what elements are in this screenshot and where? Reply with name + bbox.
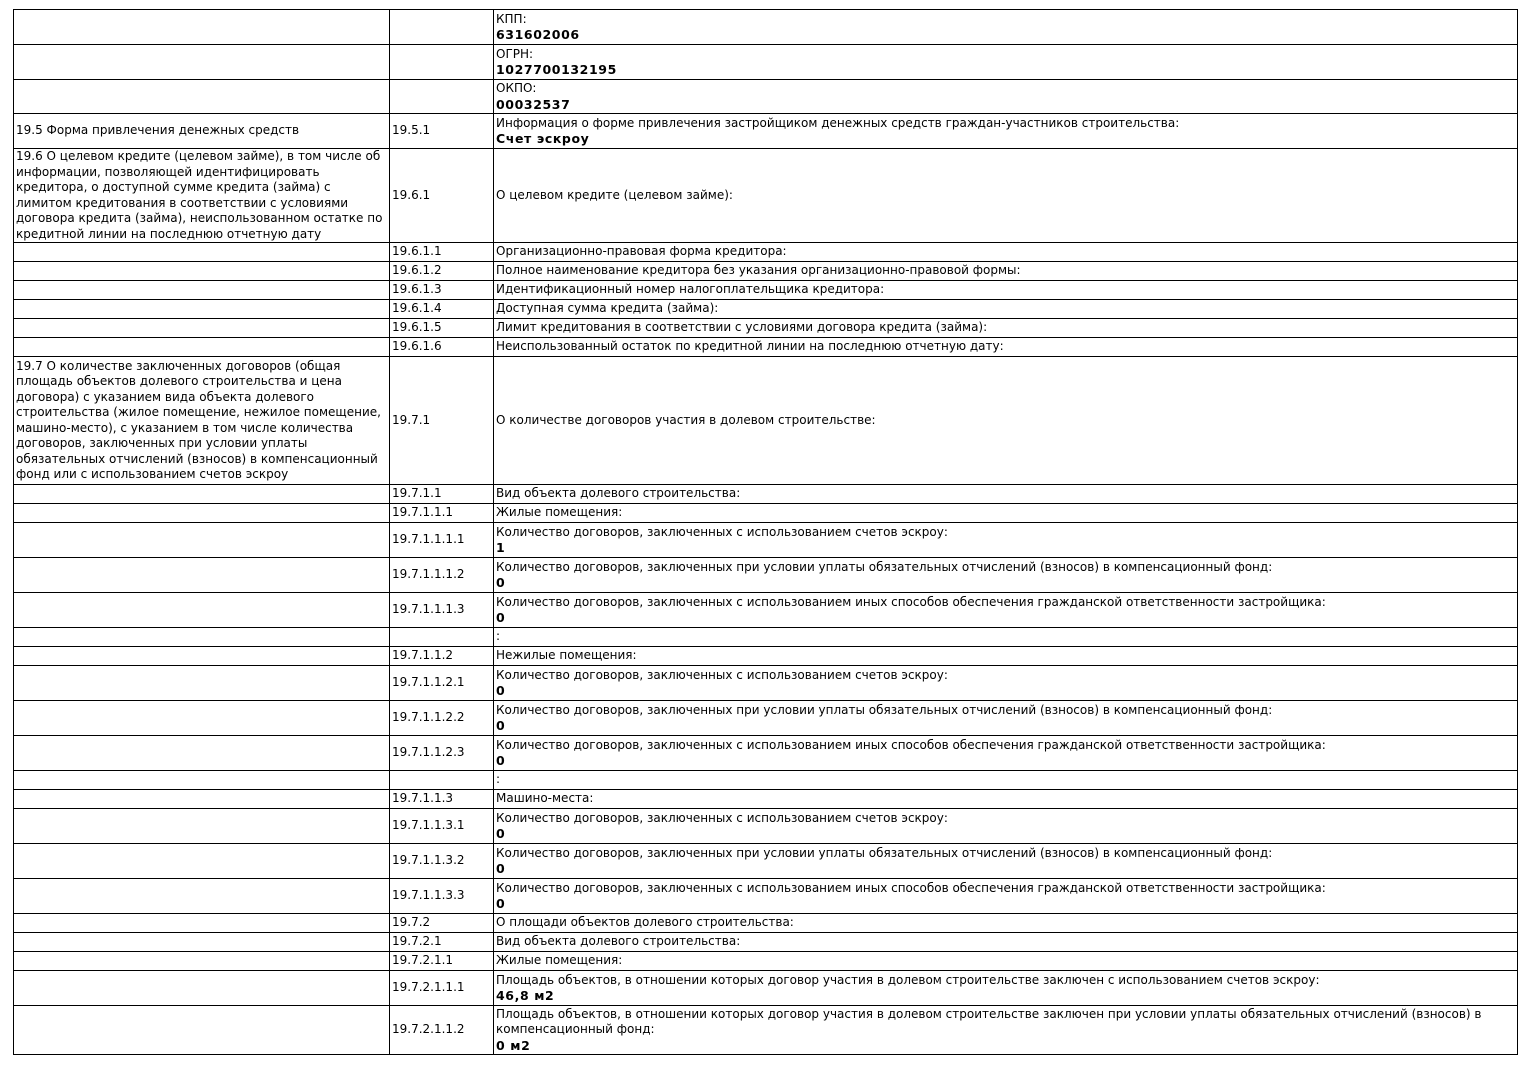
section-cell <box>14 523 390 558</box>
info-cell <box>494 243 1518 262</box>
table-row <box>14 10 1518 45</box>
section-cell <box>14 809 390 844</box>
field-label: Вид объекта долевого строительства: <box>496 486 741 501</box>
code-cell: 19.7.2.1 <box>390 933 494 952</box>
section-cell <box>14 300 390 319</box>
info-cell <box>494 593 1518 628</box>
field-value: 0 <box>496 575 506 590</box>
table-row <box>14 971 1518 1006</box>
section-cell: 19.6 О целевом кредите (целевом займе), в том числе об информации, позволяющей идентифицировать кредитора, о доступной сумме кредита (займа) с лимитом кредитования в соответствии с условиями договора кредита (займа), неиспользованном остатке по кредитной линии на последнюю отчетную дату <box>14 149 390 243</box>
code-cell: 19.7.1.1.1.3 <box>390 593 494 628</box>
section-cell <box>14 666 390 701</box>
code-cell: 19.7.1.1.3.3 <box>390 879 494 914</box>
field-value: 0 <box>496 896 506 911</box>
field-value: 1 <box>496 540 506 555</box>
info-cell <box>494 319 1518 338</box>
info-cell <box>494 701 1518 736</box>
table-row <box>14 319 1518 338</box>
section-cell <box>14 771 390 790</box>
section-cell <box>14 1006 390 1055</box>
table-row <box>14 485 1518 504</box>
table-row <box>14 628 1518 647</box>
field-label: О площади объектов долевого строительства: <box>496 915 794 930</box>
section-cell <box>14 844 390 879</box>
info-cell <box>494 10 1518 45</box>
table-row <box>14 80 1518 114</box>
info-cell <box>494 736 1518 771</box>
info-cell <box>494 357 1518 485</box>
field-label: Вид объекта долевого строительства: <box>496 934 741 949</box>
field-label: Количество договоров, заключенных с использованием счетов эскроу: <box>496 524 948 539</box>
disclosure-table-body <box>14 10 1518 1055</box>
info-cell <box>494 844 1518 879</box>
table-row <box>14 666 1518 701</box>
table-row <box>14 504 1518 523</box>
field-label: : <box>496 629 501 644</box>
section-cell <box>14 80 390 114</box>
table-row <box>14 647 1518 666</box>
code-cell: 19.6.1 <box>390 149 494 243</box>
code-cell <box>390 80 494 114</box>
table-row <box>14 879 1518 914</box>
field-label: Организационно-правовая форма кредитора: <box>496 244 787 259</box>
table-row <box>14 523 1518 558</box>
section-cell <box>14 736 390 771</box>
code-cell: 19.6.1.2 <box>390 262 494 281</box>
field-label: Машино-места: <box>496 791 594 806</box>
info-cell <box>494 504 1518 523</box>
table-row <box>14 844 1518 879</box>
section-cell <box>14 262 390 281</box>
section-cell <box>14 628 390 647</box>
field-label: О количестве договоров участия в долевом строительстве: <box>496 412 876 427</box>
table-row <box>14 243 1518 262</box>
section-cell <box>14 914 390 933</box>
code-cell: 19.7.1.1.2 <box>390 647 494 666</box>
table-row <box>14 952 1518 971</box>
field-label: Доступная сумма кредита (займа): <box>496 301 719 316</box>
section-cell: 19.5 Форма привлечения денежных средств <box>14 114 390 149</box>
field-value: Счет эскроу <box>496 131 590 146</box>
table-row <box>14 790 1518 809</box>
section-cell <box>14 10 390 45</box>
field-label: Количество договоров, заключенных с использованием иных способов обеспечения гражданской ответственности застройщика: <box>496 880 1326 895</box>
info-cell <box>494 809 1518 844</box>
table-row <box>14 338 1518 357</box>
code-cell: 19.7.2.1.1.2 <box>390 1006 494 1055</box>
info-cell <box>494 338 1518 357</box>
field-value: 00032537 <box>496 96 571 112</box>
table-row <box>14 114 1518 149</box>
field-label: Нежилые помещения: <box>496 648 637 663</box>
section-cell <box>14 338 390 357</box>
field-label: Количество договоров, заключенных с использованием счетов эскроу: <box>496 810 948 825</box>
code-cell: 19.6.1.5 <box>390 319 494 338</box>
info-cell <box>494 45 1518 80</box>
section-cell <box>14 647 390 666</box>
info-cell <box>494 971 1518 1006</box>
field-value: 0 <box>496 861 506 876</box>
field-label: ОКПО: <box>496 81 537 95</box>
code-cell <box>390 10 494 45</box>
code-cell: 19.7.2 <box>390 914 494 933</box>
table-row <box>14 149 1518 243</box>
code-cell: 19.7.1.1.3.1 <box>390 809 494 844</box>
disclosure-table <box>13 9 1518 1055</box>
field-label: Количество договоров, заключенных с использованием счетов эскроу: <box>496 667 948 682</box>
info-cell <box>494 879 1518 914</box>
section-cell <box>14 319 390 338</box>
section-cell <box>14 933 390 952</box>
info-cell <box>494 666 1518 701</box>
field-value: 0 <box>496 753 506 768</box>
code-cell: 19.7.1.1.3.2 <box>390 844 494 879</box>
info-cell <box>494 933 1518 952</box>
section-cell <box>14 485 390 504</box>
info-cell <box>494 771 1518 790</box>
section-cell <box>14 593 390 628</box>
code-cell: 19.6.1.4 <box>390 300 494 319</box>
section-cell <box>14 558 390 593</box>
table-row <box>14 593 1518 628</box>
section-cell <box>14 504 390 523</box>
field-label: Количество договоров, заключенных с использованием иных способов обеспечения гражданской ответственности застройщика: <box>496 594 1326 609</box>
table-row <box>14 701 1518 736</box>
field-label: Количество договоров, заключенных при условии уплаты обязательных отчислений (взносов) в компенсационный фонд: <box>496 845 1273 860</box>
code-cell: 19.6.1.6 <box>390 338 494 357</box>
field-value: 0 <box>496 610 506 625</box>
section-cell <box>14 243 390 262</box>
field-label: Лимит кредитования в соответствии с условиями договора кредита (займа): <box>496 320 988 335</box>
field-label: Жилые помещения: <box>496 953 623 968</box>
info-cell <box>494 281 1518 300</box>
info-cell <box>494 628 1518 647</box>
code-cell <box>390 45 494 80</box>
code-cell: 19.7.1.1.2.2 <box>390 701 494 736</box>
field-label: Идентификационный номер налогоплательщика кредитора: <box>496 282 885 297</box>
field-value: 0 <box>496 826 506 841</box>
table-row <box>14 262 1518 281</box>
field-label: КПП: <box>496 11 527 26</box>
section-cell: 19.7 О количестве заключенных договоров (общая площадь объектов долевого строительства и цена договора) с указанием вида объекта долевого строительства (жилое помещение, нежилое помещение, машино-место), с указанием в том числе количества договоров, заключенных при условии уплаты обязательных отчислений (взносов) в компенсационный фонд или с использованием счетов эскроу <box>14 357 390 485</box>
info-cell <box>494 790 1518 809</box>
table-row <box>14 914 1518 933</box>
table-row <box>14 1006 1518 1055</box>
code-cell: 19.7.1.1.2.1 <box>390 666 494 701</box>
field-value: 46,8 м2 <box>496 988 555 1003</box>
code-cell: 19.5.1 <box>390 114 494 149</box>
info-cell <box>494 558 1518 593</box>
info-cell <box>494 149 1518 243</box>
field-value: 1027700132195 <box>496 62 617 77</box>
field-label: Информация о форме привлечения застройщиком денежных средств граждан-участников строительства: <box>496 115 1180 130</box>
field-label: Количество договоров, заключенных при условии уплаты обязательных отчислений (взносов) в компенсационный фонд: <box>496 559 1273 574</box>
field-value: 631602006 <box>496 27 580 42</box>
field-value: 0 <box>496 683 506 698</box>
field-label: Полное наименование кредитора без указания организационно-правовой формы: <box>496 263 1021 278</box>
code-cell: 19.7.1 <box>390 357 494 485</box>
section-cell <box>14 790 390 809</box>
code-cell <box>390 771 494 790</box>
info-cell <box>494 262 1518 281</box>
table-row <box>14 558 1518 593</box>
table-row <box>14 357 1518 485</box>
info-cell <box>494 114 1518 149</box>
code-cell: 19.7.1.1.2.3 <box>390 736 494 771</box>
section-cell <box>14 701 390 736</box>
field-label: Количество договоров, заключенных с использованием иных способов обеспечения гражданской ответственности застройщика: <box>496 737 1326 752</box>
section-cell <box>14 971 390 1006</box>
code-cell: 19.7.2.1.1.1 <box>390 971 494 1006</box>
table-row <box>14 809 1518 844</box>
code-cell: 19.7.1.1.1 <box>390 504 494 523</box>
field-label: ОГРН: <box>496 46 534 61</box>
table-row <box>14 45 1518 80</box>
code-cell: 19.6.1.1 <box>390 243 494 262</box>
code-cell: 19.7.1.1.1.2 <box>390 558 494 593</box>
field-label: : <box>496 772 501 787</box>
table-row <box>14 281 1518 300</box>
table-row <box>14 300 1518 319</box>
table-row <box>14 933 1518 952</box>
info-cell <box>494 300 1518 319</box>
code-cell: 19.7.1.1.3 <box>390 790 494 809</box>
field-label: Жилые помещения: <box>496 505 623 520</box>
section-cell <box>14 952 390 971</box>
field-label: О целевом кредите (целевом займе): <box>496 187 733 202</box>
field-label: Количество договоров, заключенных при условии уплаты обязательных отчислений (взносов) в компенсационный фонд: <box>496 702 1273 717</box>
field-label: Площадь объектов, в отношении которых договор участия в долевом строительстве заключен с использованием счетов эскроу: <box>496 972 1320 987</box>
field-label: Неиспользованный остаток по кредитной линии на последнюю отчетную дату: <box>496 339 1004 354</box>
code-cell: 19.7.1.1 <box>390 485 494 504</box>
code-cell: 19.6.1.3 <box>390 281 494 300</box>
field-label: Площадь объектов, в отношении которых договор участия в долевом строительстве заключен при условии уплаты обязательных отчислений (взносов) в компенсационный фонд: <box>496 1006 1482 1037</box>
info-cell <box>494 1006 1518 1055</box>
code-cell <box>390 628 494 647</box>
section-cell <box>14 879 390 914</box>
code-cell: 19.7.2.1.1 <box>390 952 494 971</box>
info-cell <box>494 80 1518 114</box>
section-cell <box>14 45 390 80</box>
info-cell <box>494 647 1518 666</box>
section-cell <box>14 281 390 300</box>
info-cell <box>494 914 1518 933</box>
info-cell <box>494 485 1518 504</box>
field-value: 0 м2 <box>496 1037 531 1053</box>
info-cell <box>494 952 1518 971</box>
table-row <box>14 771 1518 790</box>
table-row <box>14 736 1518 771</box>
info-cell <box>494 523 1518 558</box>
code-cell: 19.7.1.1.1.1 <box>390 523 494 558</box>
field-value: 0 <box>496 718 506 733</box>
